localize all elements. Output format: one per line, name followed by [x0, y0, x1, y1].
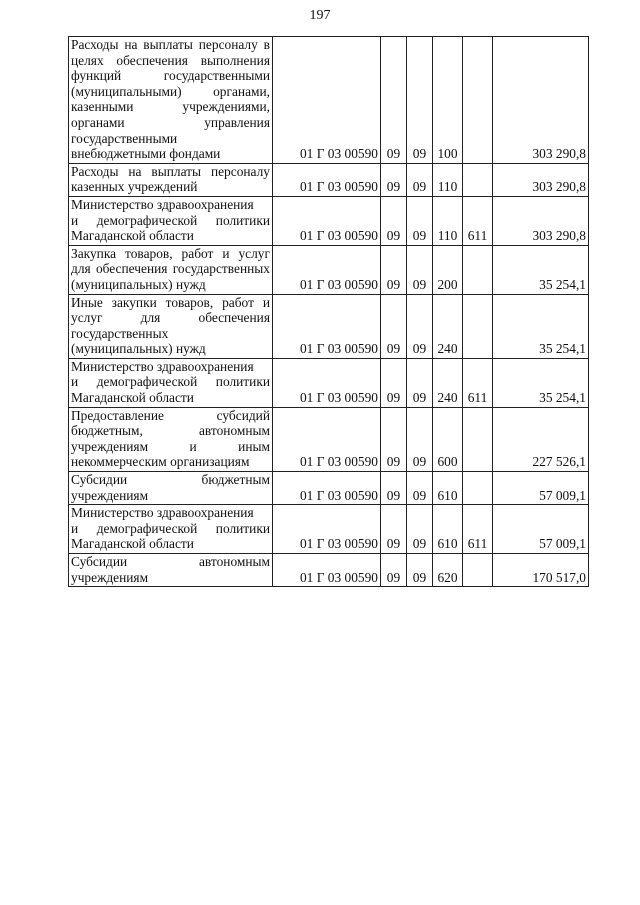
- row-expense-type-cell: 200: [433, 245, 463, 294]
- row-amount-cell: 303 290,8: [493, 37, 589, 164]
- row-ministry-cell: [463, 163, 493, 196]
- row-code-cell: 01 Г 03 00590: [273, 196, 381, 245]
- row-name-line: Иные закупки товаров, работ и услуг для обеспечения государственных (муниципальных) нужд: [71, 294, 270, 357]
- row-amount-cell: 35 254,1: [493, 358, 589, 407]
- row-name-line: и демографической политики Магаданской области: [71, 374, 270, 406]
- row-name-line: Расходы на выплаты персоналу в целях обеспечения выполнения функций государственными (муниципальными) органами, казенными учреждениями, органами управления государственными внебюджетными фондами: [71, 37, 270, 162]
- page-number: 197: [309, 8, 331, 23]
- row-section-cell: 09: [381, 196, 407, 245]
- row-section-cell: 09: [381, 554, 407, 587]
- row-name-cell: [69, 472, 273, 505]
- row-code-cell: 01 Г 03 00590: [273, 554, 381, 587]
- budget-table: [68, 36, 589, 587]
- row-expense-type-cell: 110: [433, 196, 463, 245]
- row-code-cell: 01 Г 03 00590: [273, 245, 381, 294]
- row-ministry-cell: [463, 472, 493, 505]
- row-amount-cell: 227 526,1: [493, 407, 589, 471]
- row-section-cell: 09: [381, 472, 407, 505]
- row-ministry-cell: [463, 37, 493, 164]
- table-row: [69, 163, 589, 196]
- table-row: [69, 505, 589, 554]
- row-name-cell: [69, 37, 273, 164]
- row-subsection-cell: 09: [407, 505, 433, 554]
- row-amount-cell: 35 254,1: [493, 245, 589, 294]
- table-row: [69, 37, 589, 164]
- row-expense-type-cell: 610: [433, 505, 463, 554]
- row-name-line: и демографической политики Магаданской области: [71, 520, 270, 552]
- row-name-cell: [69, 505, 273, 554]
- table-row: [69, 407, 589, 471]
- row-subsection-cell: 09: [407, 472, 433, 505]
- row-expense-type-cell: 100: [433, 37, 463, 164]
- row-amount-cell: 170 517,0: [493, 554, 589, 587]
- row-amount-cell: 35 254,1: [493, 294, 589, 358]
- row-expense-type-cell: 620: [433, 554, 463, 587]
- table-row: [69, 294, 589, 358]
- row-name-cell: [69, 196, 273, 245]
- row-subsection-cell: 09: [407, 245, 433, 294]
- row-ministry-cell: [463, 407, 493, 471]
- table-row: [69, 554, 589, 587]
- row-ministry-cell: [463, 245, 493, 294]
- row-code-cell: 01 Г 03 00590: [273, 407, 381, 471]
- row-name-cell: [69, 245, 273, 294]
- row-ministry-cell: 611: [463, 358, 493, 407]
- row-subsection-cell: 09: [407, 554, 433, 587]
- row-section-cell: 09: [381, 163, 407, 196]
- row-name-cell: [69, 407, 273, 471]
- row-name-line: Министерство здравоохранения: [71, 196, 254, 212]
- row-expense-type-cell: 610: [433, 472, 463, 505]
- row-section-cell: 09: [381, 505, 407, 554]
- table-row: [69, 358, 589, 407]
- row-code-cell: 01 Г 03 00590: [273, 294, 381, 358]
- row-ministry-cell: [463, 294, 493, 358]
- row-name-line: Министерство здравоохранения: [71, 505, 254, 521]
- row-code-cell: 01 Г 03 00590: [273, 505, 381, 554]
- row-amount-cell: 303 290,8: [493, 163, 589, 196]
- row-ministry-cell: 611: [463, 505, 493, 554]
- row-code-cell: 01 Г 03 00590: [273, 472, 381, 505]
- row-name-line: Субсидии автономным учреждениям: [71, 554, 270, 585]
- row-section-cell: 09: [381, 245, 407, 294]
- row-name-line: Закупка товаров, работ и услуг для обеспечения государственных (муниципальных) нужд: [71, 245, 270, 292]
- table-row: [69, 196, 589, 245]
- row-subsection-cell: 09: [407, 37, 433, 164]
- row-subsection-cell: 09: [407, 358, 433, 407]
- row-name-line: Предоставление субсидий бюджетным, автономным учреждениям и иным некоммерческим организациям: [71, 407, 270, 470]
- row-subsection-cell: 09: [407, 163, 433, 196]
- row-code-cell: 01 Г 03 00590: [273, 37, 381, 164]
- row-name-line: Субсидии бюджетным учреждениям: [71, 472, 270, 503]
- row-amount-cell: 57 009,1: [493, 472, 589, 505]
- row-subsection-cell: 09: [407, 407, 433, 471]
- row-ministry-cell: [463, 554, 493, 587]
- row-name-cell: [69, 294, 273, 358]
- table-row: [69, 245, 589, 294]
- row-name-line: Расходы на выплаты персоналу казенных учреждений: [71, 163, 270, 195]
- row-name-line: Министерство здравоохранения: [71, 358, 254, 374]
- row-section-cell: 09: [381, 294, 407, 358]
- row-code-cell: 01 Г 03 00590: [273, 163, 381, 196]
- row-section-cell: 09: [381, 358, 407, 407]
- row-amount-cell: 57 009,1: [493, 505, 589, 554]
- table-row: [69, 472, 589, 505]
- row-ministry-cell: 611: [463, 196, 493, 245]
- row-subsection-cell: 09: [407, 294, 433, 358]
- row-name-cell: [69, 554, 273, 587]
- row-expense-type-cell: 240: [433, 294, 463, 358]
- row-section-cell: 09: [381, 37, 407, 164]
- row-expense-type-cell: 110: [433, 163, 463, 196]
- row-section-cell: 09: [381, 407, 407, 471]
- row-subsection-cell: 09: [407, 196, 433, 245]
- row-name-cell: [69, 163, 273, 196]
- row-expense-type-cell: 600: [433, 407, 463, 471]
- row-amount-cell: 303 290,8: [493, 196, 589, 245]
- row-expense-type-cell: 240: [433, 358, 463, 407]
- row-code-cell: 01 Г 03 00590: [273, 358, 381, 407]
- row-name-line: и демографической политики Магаданской области: [71, 212, 270, 244]
- row-name-cell: [69, 358, 273, 407]
